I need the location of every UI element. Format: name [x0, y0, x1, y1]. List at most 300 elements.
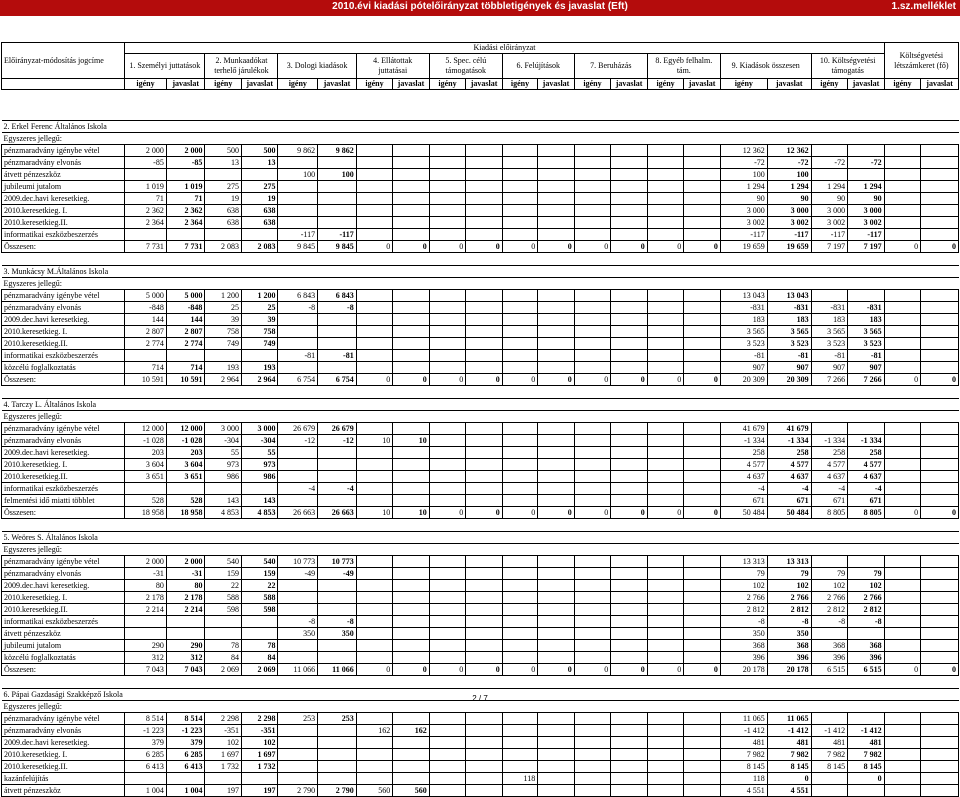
cell-igeny	[647, 423, 684, 435]
cell-javaslat	[538, 652, 575, 664]
section-title-row	[2, 399, 959, 411]
cell-igeny	[205, 229, 242, 241]
cell-igeny	[647, 737, 684, 749]
cell-javaslat	[466, 483, 503, 495]
cell-igeny	[574, 290, 611, 302]
cell-javaslat	[466, 725, 503, 737]
cell-javaslat: 26 663	[318, 507, 357, 519]
cell-igeny	[502, 145, 537, 157]
row-label: felmentési idő miatti többlet	[2, 495, 125, 507]
cell-igeny: 203	[125, 447, 167, 459]
cell-javaslat: -85	[166, 157, 205, 169]
cell-javaslat: 13 313	[767, 556, 811, 568]
cell-javaslat	[393, 205, 430, 217]
cell-igeny	[647, 761, 684, 773]
cell-javaslat	[611, 737, 648, 749]
cell-igeny	[647, 628, 684, 640]
cell-javaslat	[538, 314, 575, 326]
cell-igeny: 350	[720, 628, 767, 640]
cell-igeny	[278, 471, 318, 483]
cell-igeny: 638	[205, 205, 242, 217]
row-label: pénzmaradvány elvonás	[2, 435, 125, 447]
row-label: pénzmaradvány elvonás	[2, 157, 125, 169]
cell-javaslat: 0	[611, 507, 648, 519]
cell-igeny: 8 805	[811, 507, 848, 519]
total-row	[2, 374, 959, 386]
cell-igeny	[502, 785, 537, 797]
cell-igeny	[647, 205, 684, 217]
cell-javaslat	[318, 580, 357, 592]
cell-javaslat: 193	[241, 362, 278, 374]
cell-igeny	[647, 495, 684, 507]
cell-igeny: -1 028	[125, 435, 167, 447]
cell-igeny	[356, 483, 393, 495]
cell-igeny: -81	[278, 350, 318, 362]
cell-igeny	[429, 483, 466, 495]
cell-javaslat	[393, 483, 430, 495]
cell-javaslat: 26 679	[318, 423, 357, 435]
cell-javaslat: 350	[318, 628, 357, 640]
cell-igeny	[429, 145, 466, 157]
table-row	[2, 362, 959, 374]
row-label: 2009.dec.havi keresetkieg.	[2, 193, 125, 205]
cell-javaslat	[466, 713, 503, 725]
cell-javaslat	[538, 435, 575, 447]
cell-igeny	[205, 350, 242, 362]
cell-igeny	[884, 652, 921, 664]
header-igeny: igény	[502, 79, 537, 90]
cell-javaslat: -117	[318, 229, 357, 241]
cell-javaslat	[611, 785, 648, 797]
cell-igeny: 183	[720, 314, 767, 326]
cell-javaslat: 3 651	[166, 471, 205, 483]
cell-javaslat	[393, 495, 430, 507]
table-row	[2, 616, 959, 628]
header-igeny: igény	[429, 79, 466, 90]
cell-igeny	[884, 145, 921, 157]
cell-igeny: 2 298	[205, 713, 242, 725]
header-col-5: 5. Spec. célú támogatások	[429, 54, 502, 79]
cell-javaslat: 7 982	[848, 749, 885, 761]
cell-javaslat: 162	[393, 725, 430, 737]
cell-javaslat	[393, 640, 430, 652]
cell-javaslat	[538, 181, 575, 193]
cell-javaslat	[684, 483, 721, 495]
annex-label: 1.sz.melléklet	[891, 1, 956, 12]
cell-javaslat: -117	[848, 229, 885, 241]
cell-igeny	[356, 350, 393, 362]
row-label: 2010.keresetkieg.II.	[2, 471, 125, 483]
cell-javaslat	[538, 628, 575, 640]
table-row	[2, 290, 959, 302]
cell-igeny	[278, 495, 318, 507]
cell-javaslat	[611, 713, 648, 725]
header-col-8: 8. Egyéb felhalm. tám.	[647, 54, 720, 79]
header-col-7: 7. Beruházás	[574, 54, 647, 79]
cell-igeny	[429, 785, 466, 797]
cell-igeny	[429, 459, 466, 471]
table-row	[2, 229, 959, 241]
cell-igeny	[884, 628, 921, 640]
cell-igeny	[278, 157, 318, 169]
row-label: 2010.keresetkieg. I.	[2, 205, 125, 217]
cell-igeny	[429, 556, 466, 568]
cell-igeny: -1 334	[811, 435, 848, 447]
cell-javaslat: 638	[241, 205, 278, 217]
cell-igeny: 6 413	[125, 761, 167, 773]
cell-javaslat	[393, 737, 430, 749]
cell-javaslat	[538, 350, 575, 362]
cell-igeny: 0	[574, 374, 611, 386]
cell-igeny: 55	[205, 447, 242, 459]
cell-javaslat	[166, 169, 205, 181]
cell-igeny: 2 766	[720, 592, 767, 604]
cell-javaslat	[611, 181, 648, 193]
cell-javaslat	[684, 362, 721, 374]
cell-javaslat	[684, 749, 721, 761]
cell-javaslat	[318, 205, 357, 217]
cell-javaslat: -4	[318, 483, 357, 495]
subsection-label: Egyszeres jellegű:	[2, 278, 959, 290]
cell-javaslat: 102	[241, 737, 278, 749]
cell-igeny	[884, 592, 921, 604]
cell-igeny: 1 294	[720, 181, 767, 193]
cell-igeny	[574, 749, 611, 761]
table-row	[2, 435, 959, 447]
table-row	[2, 544, 959, 556]
table-row	[2, 604, 959, 616]
cell-igeny: 3 002	[720, 217, 767, 229]
cell-igeny: 986	[205, 471, 242, 483]
cell-javaslat: 0	[921, 241, 959, 253]
cell-javaslat	[538, 169, 575, 181]
cell-igeny	[647, 435, 684, 447]
cell-javaslat: 102	[848, 580, 885, 592]
header-col-6: 6. Felújítások	[502, 54, 574, 79]
cell-igeny	[884, 604, 921, 616]
header-javaslat: javaslat	[393, 79, 430, 90]
cell-javaslat: 0	[393, 241, 430, 253]
cell-igeny: 2 000	[125, 145, 167, 157]
cell-javaslat: 3 002	[848, 217, 885, 229]
cell-igeny	[574, 193, 611, 205]
cell-javaslat: 5 000	[166, 290, 205, 302]
cell-igeny	[647, 483, 684, 495]
cell-igeny	[884, 773, 921, 785]
table-row	[2, 133, 959, 145]
cell-igeny	[502, 761, 537, 773]
cell-javaslat	[466, 556, 503, 568]
subsection-label: Egyszeres jellegű:	[2, 411, 959, 423]
cell-igeny: -49	[278, 568, 318, 580]
header-javaslat: javaslat	[921, 79, 959, 90]
total-row	[2, 664, 959, 676]
cell-igeny: 7 266	[811, 374, 848, 386]
table-row	[2, 556, 959, 568]
cell-igeny: 78	[205, 640, 242, 652]
cell-javaslat: 379	[166, 737, 205, 749]
cell-igeny	[429, 773, 466, 785]
table-row	[2, 580, 959, 592]
cell-igeny: 500	[205, 145, 242, 157]
cell-igeny: -1 412	[811, 725, 848, 737]
cell-javaslat	[921, 423, 959, 435]
cell-javaslat	[393, 193, 430, 205]
cell-igeny	[429, 205, 466, 217]
cell-igeny	[647, 713, 684, 725]
cell-javaslat: 907	[848, 362, 885, 374]
cell-javaslat	[921, 604, 959, 616]
cell-javaslat: 368	[848, 640, 885, 652]
cell-javaslat	[848, 556, 885, 568]
cell-igeny: 6 515	[811, 664, 848, 676]
cell-igeny: -72	[720, 157, 767, 169]
cell-javaslat: 3 565	[848, 326, 885, 338]
cell-javaslat	[921, 447, 959, 459]
row-label: 2010.keresetkieg. I.	[2, 326, 125, 338]
cell-javaslat	[466, 205, 503, 217]
cell-javaslat	[921, 205, 959, 217]
table-row	[2, 592, 959, 604]
cell-javaslat	[166, 229, 205, 241]
cell-igeny	[574, 580, 611, 592]
cell-javaslat: 588	[241, 592, 278, 604]
table-row	[2, 338, 959, 350]
cell-igeny	[502, 749, 537, 761]
cell-igeny: -81	[811, 350, 848, 362]
cell-igeny	[647, 471, 684, 483]
cell-javaslat: 7 043	[166, 664, 205, 676]
cell-javaslat	[611, 604, 648, 616]
cell-igeny: -1 412	[720, 725, 767, 737]
cell-igeny	[205, 773, 242, 785]
cell-javaslat	[538, 290, 575, 302]
cell-javaslat: 9 862	[318, 145, 357, 157]
cell-igeny: 1 019	[125, 181, 167, 193]
cell-javaslat	[684, 459, 721, 471]
cell-javaslat	[611, 169, 648, 181]
cell-javaslat	[611, 229, 648, 241]
cell-igeny: 6 843	[278, 290, 318, 302]
row-label: 2010.keresetkieg.II.	[2, 217, 125, 229]
cell-javaslat: 78	[241, 640, 278, 652]
cell-javaslat: 3 523	[848, 338, 885, 350]
cell-igeny: 2 812	[720, 604, 767, 616]
cell-igeny: 10 591	[125, 374, 167, 386]
cell-igeny	[574, 737, 611, 749]
cell-javaslat: 4 577	[767, 459, 811, 471]
cell-javaslat	[611, 725, 648, 737]
cell-javaslat: -81	[767, 350, 811, 362]
cell-igeny: 0	[502, 374, 537, 386]
header-col-3: 3. Dologi kiadások	[278, 54, 356, 79]
cell-igeny	[429, 568, 466, 580]
cell-javaslat: 197	[241, 785, 278, 797]
cell-igeny	[884, 205, 921, 217]
cell-javaslat	[848, 785, 885, 797]
cell-javaslat	[684, 471, 721, 483]
cell-igeny	[356, 193, 393, 205]
cell-igeny: 20 309	[720, 374, 767, 386]
cell-igeny	[502, 725, 537, 737]
cell-igeny	[278, 749, 318, 761]
cell-igeny	[502, 592, 537, 604]
cell-javaslat: 203	[166, 447, 205, 459]
cell-igeny: 3 651	[125, 471, 167, 483]
cell-igeny	[429, 652, 466, 664]
cell-javaslat: -8	[318, 616, 357, 628]
cell-igeny	[884, 580, 921, 592]
cell-javaslat	[611, 338, 648, 350]
cell-igeny: -31	[125, 568, 167, 580]
cell-javaslat: -1 223	[166, 725, 205, 737]
cell-javaslat: 4 637	[767, 471, 811, 483]
cell-javaslat: 2 069	[241, 664, 278, 676]
cell-javaslat	[921, 435, 959, 447]
cell-igeny	[502, 459, 537, 471]
cell-javaslat: -8	[318, 302, 357, 314]
cell-javaslat	[318, 362, 357, 374]
cell-igeny	[647, 217, 684, 229]
header-javaslat: javaslat	[538, 79, 575, 90]
cell-igeny	[647, 616, 684, 628]
cell-javaslat	[684, 652, 721, 664]
cell-igeny	[429, 326, 466, 338]
cell-igeny: 671	[811, 495, 848, 507]
cell-igeny	[647, 556, 684, 568]
cell-javaslat: 6 515	[848, 664, 885, 676]
cell-javaslat: 4 551	[767, 785, 811, 797]
cell-javaslat	[466, 181, 503, 193]
page-number: 2 / 7	[472, 694, 488, 703]
cell-javaslat: 986	[241, 471, 278, 483]
cell-javaslat: 12 000	[166, 423, 205, 435]
cell-igeny	[884, 157, 921, 169]
cell-javaslat	[241, 773, 278, 785]
cell-igeny	[429, 761, 466, 773]
table-row	[2, 302, 959, 314]
cell-igeny	[502, 628, 537, 640]
cell-igeny: 0	[429, 507, 466, 519]
cell-igeny: 13 043	[720, 290, 767, 302]
cell-javaslat: 80	[166, 580, 205, 592]
cell-javaslat	[538, 556, 575, 568]
cell-javaslat	[684, 338, 721, 350]
cell-javaslat	[466, 314, 503, 326]
cell-javaslat	[848, 713, 885, 725]
cell-igeny	[647, 580, 684, 592]
cell-javaslat: 1 697	[241, 749, 278, 761]
cell-igeny	[502, 229, 537, 241]
cell-javaslat: 20 178	[767, 664, 811, 676]
cell-javaslat: -1 412	[767, 725, 811, 737]
table-row	[2, 411, 959, 423]
cell-igeny: 0	[356, 241, 393, 253]
table-row	[2, 725, 959, 737]
cell-igeny	[356, 713, 393, 725]
table-row	[2, 785, 959, 797]
cell-igeny: 275	[205, 181, 242, 193]
cell-igeny	[574, 314, 611, 326]
cell-igeny: 907	[720, 362, 767, 374]
cell-igeny: -8	[278, 302, 318, 314]
table-row	[2, 423, 959, 435]
cell-javaslat	[921, 580, 959, 592]
cell-igeny	[429, 350, 466, 362]
cell-javaslat: 2 364	[166, 217, 205, 229]
cell-igeny: 19 659	[720, 241, 767, 253]
cell-javaslat: -304	[241, 435, 278, 447]
cell-igeny	[429, 435, 466, 447]
cell-javaslat	[611, 302, 648, 314]
cell-igeny: 90	[811, 193, 848, 205]
cell-javaslat	[921, 592, 959, 604]
cell-igeny: -4	[278, 483, 318, 495]
cell-javaslat: 90	[848, 193, 885, 205]
table-row	[2, 483, 959, 495]
header-igeny: igény	[205, 79, 242, 90]
row-label: 2010.keresetkieg.II.	[2, 604, 125, 616]
cell-javaslat	[684, 217, 721, 229]
cell-javaslat	[466, 616, 503, 628]
cell-javaslat: 6 843	[318, 290, 357, 302]
cell-javaslat	[466, 604, 503, 616]
table-row	[2, 326, 959, 338]
cell-igeny: -1 223	[125, 725, 167, 737]
cell-igeny	[278, 761, 318, 773]
cell-javaslat	[538, 447, 575, 459]
cell-javaslat	[393, 229, 430, 241]
cell-igeny	[647, 145, 684, 157]
cell-javaslat	[611, 145, 648, 157]
cell-igeny	[502, 314, 537, 326]
row-label: 2010.keresetkieg.II.	[2, 338, 125, 350]
cell-igeny	[502, 604, 537, 616]
cell-igeny: 5 000	[125, 290, 167, 302]
cell-igeny: 588	[205, 592, 242, 604]
cell-igeny: 50 484	[720, 507, 767, 519]
cell-igeny: 671	[720, 495, 767, 507]
cell-javaslat	[684, 205, 721, 217]
cell-igeny	[429, 495, 466, 507]
cell-javaslat	[393, 217, 430, 229]
cell-igeny: 41 679	[720, 423, 767, 435]
cell-igeny: 162	[356, 725, 393, 737]
cell-igeny: 2 364	[125, 217, 167, 229]
cell-javaslat	[393, 314, 430, 326]
table-row	[2, 157, 959, 169]
cell-igeny	[278, 217, 318, 229]
cell-javaslat: 0	[538, 374, 575, 386]
table-row	[2, 217, 959, 229]
cell-javaslat	[921, 471, 959, 483]
row-label: informatikai eszközbeszerzés	[2, 616, 125, 628]
cell-javaslat: 2 766	[848, 592, 885, 604]
cell-javaslat	[538, 157, 575, 169]
cell-igeny	[125, 616, 167, 628]
cell-javaslat	[466, 640, 503, 652]
cell-javaslat	[921, 338, 959, 350]
header-igeny: igény	[647, 79, 684, 90]
cell-javaslat	[611, 592, 648, 604]
cell-javaslat	[241, 229, 278, 241]
cell-javaslat	[166, 350, 205, 362]
cell-javaslat	[921, 193, 959, 205]
cell-javaslat: 2 790	[318, 785, 357, 797]
cell-javaslat	[538, 326, 575, 338]
cell-igeny	[356, 145, 393, 157]
cell-igeny	[502, 447, 537, 459]
